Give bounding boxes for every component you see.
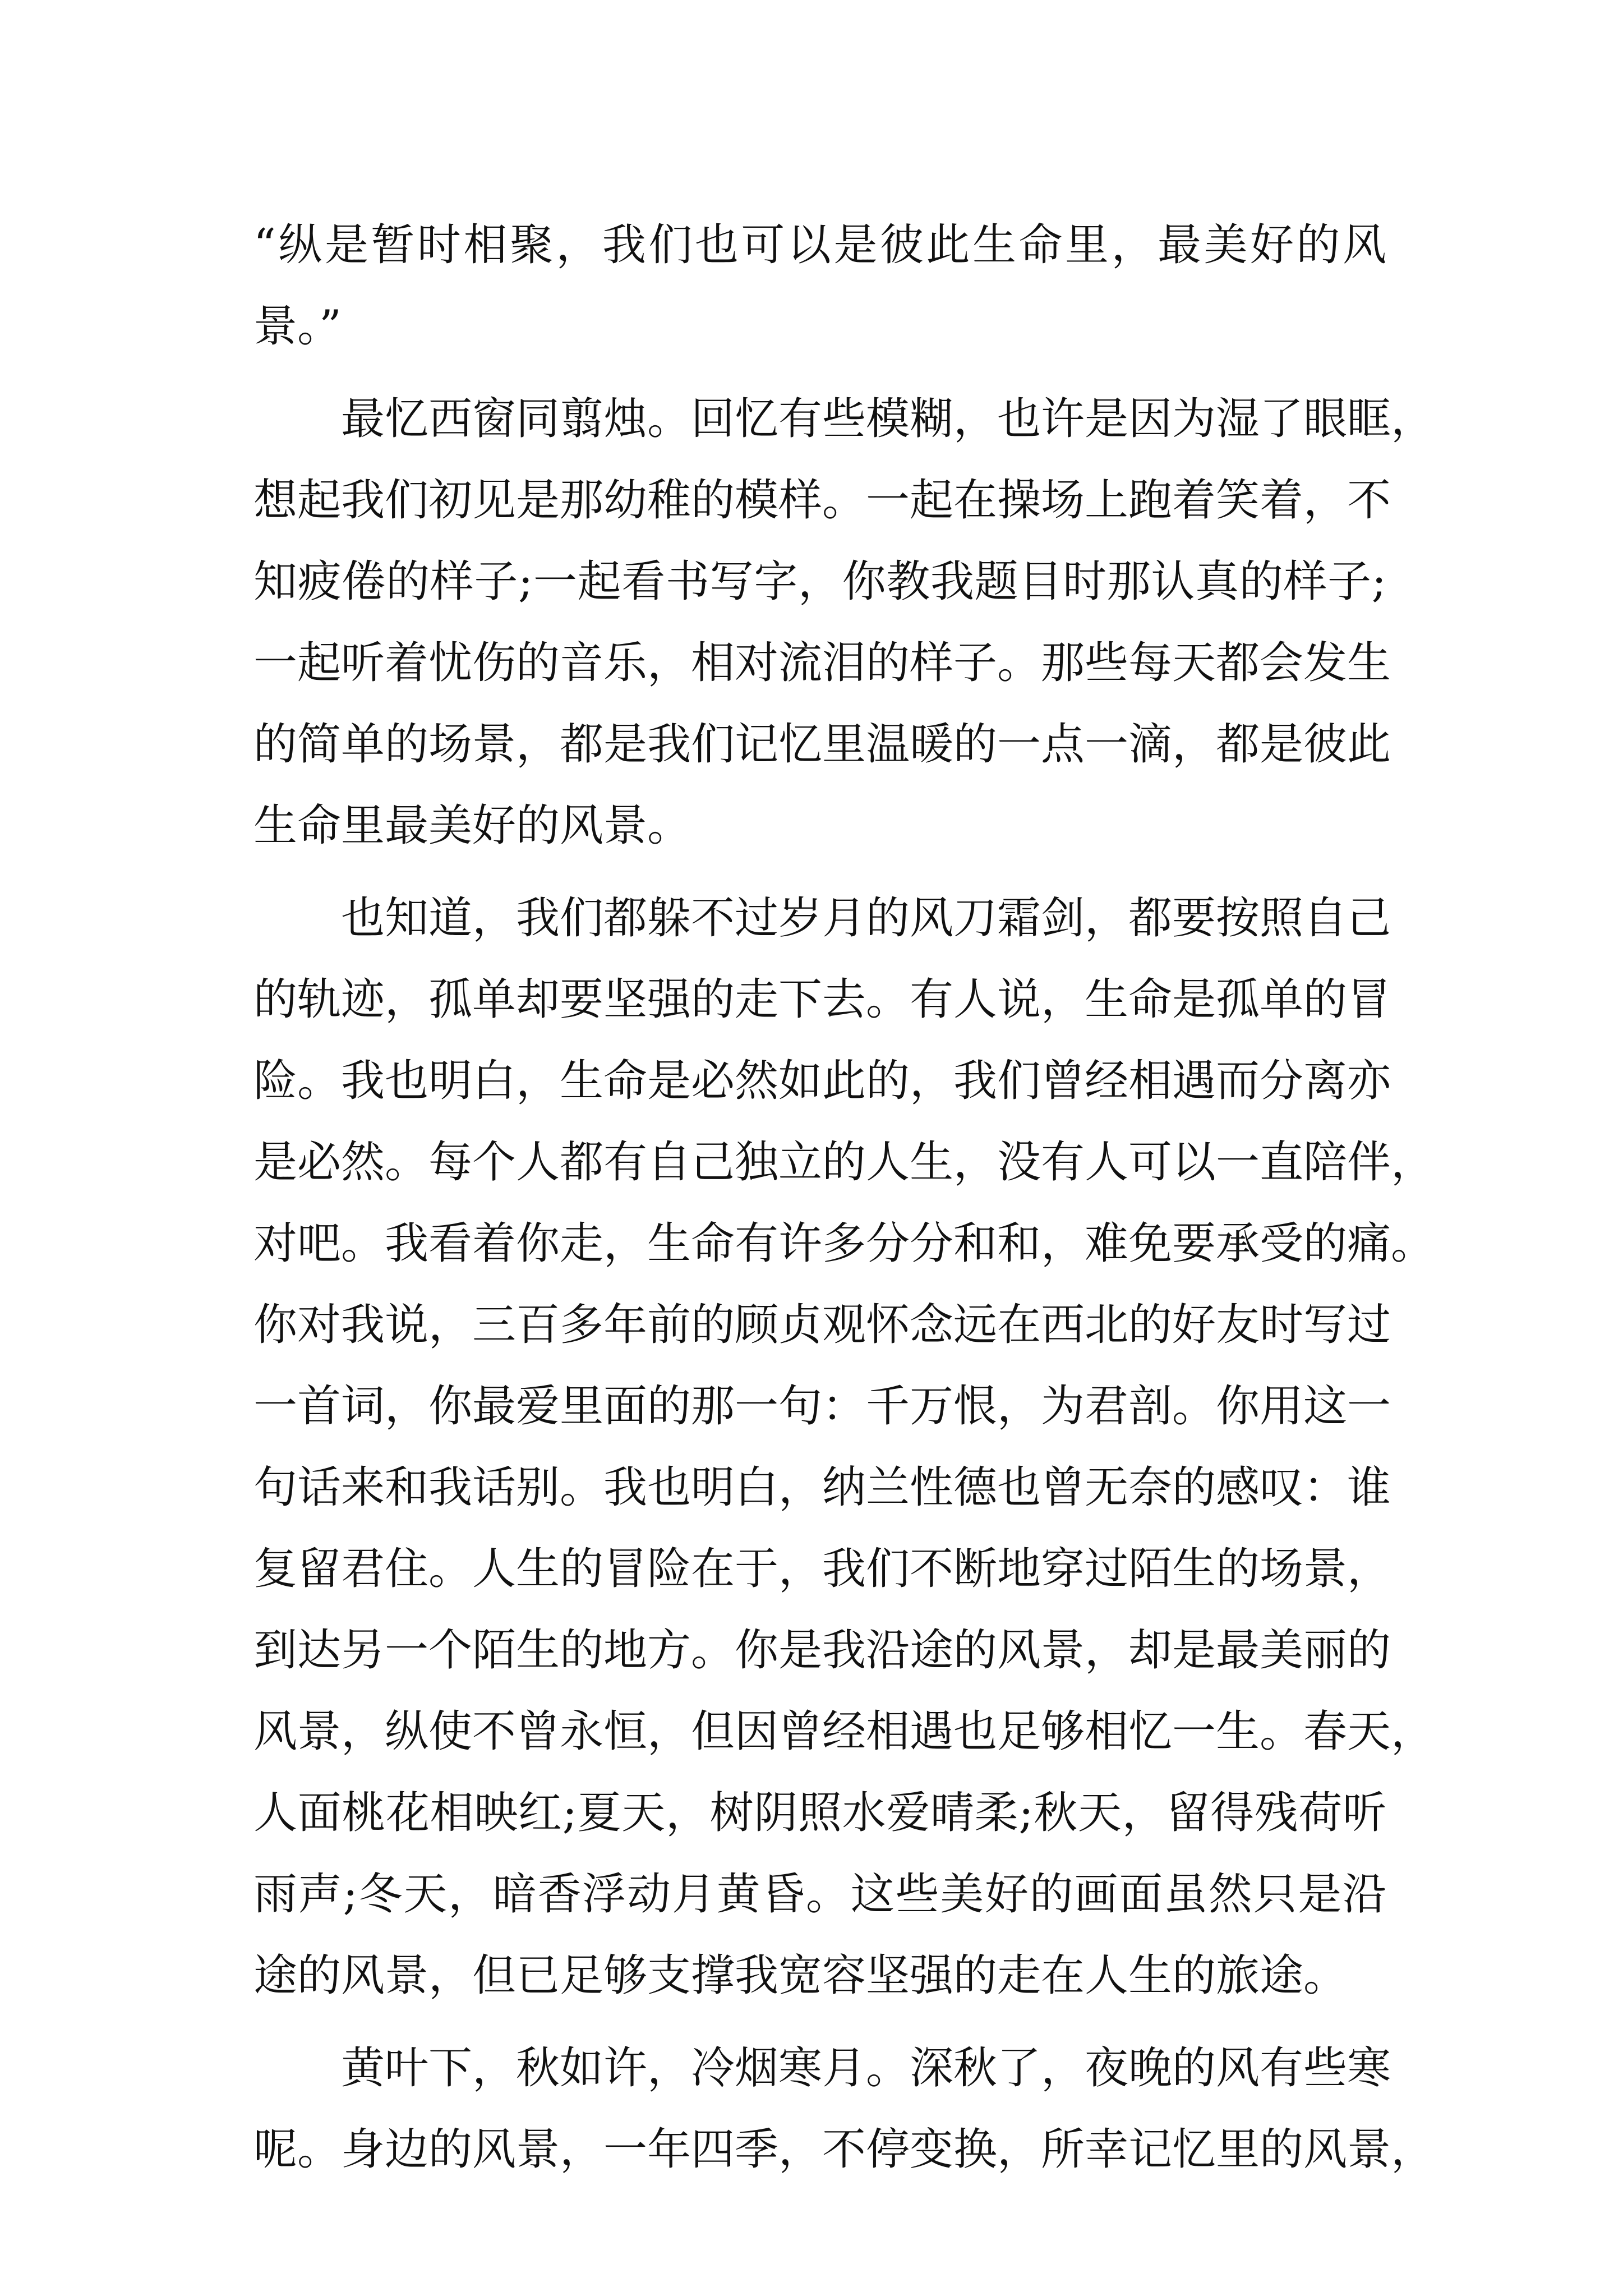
body-text xyxy=(253,205,1435,2191)
text-line: 生命里最美好的风景。 xyxy=(253,800,691,851)
text-line: 对吧。我看着你走，生命有许多分分和和，难免要承受的痛。 xyxy=(253,1218,1435,1269)
text-line: 一首词，你最爱里面的那一句：千万恨，为君剖。你用这一 xyxy=(253,1381,1391,1432)
text-line: 复留君住。人生的冒险在于，我们不断地穿过陌生的场景， xyxy=(253,1544,1391,1594)
text-line: 一起听着忧伤的音乐，相对流泪的样子。那些每天都会发生 xyxy=(253,638,1391,688)
text-line: 雨声;冬天，暗香浮动月黄昏。这些美好的画面虽然只是沿 xyxy=(253,1869,1386,1920)
text-line: 句话来和我话别。我也明白，纳兰性德也曾无奈的感叹：谁 xyxy=(253,1462,1391,1513)
text-line: 人面桃花相映红;夏天，树阴照水爱晴柔;秋天，留得残荷听 xyxy=(253,1788,1386,1838)
text-line: 险。我也明白，生命是必然如此的，我们曾经相遇而分离亦 xyxy=(253,1056,1391,1106)
text-line: 想起我们初见是那幼稚的模样。一起在操场上跑着笑着，不 xyxy=(253,475,1391,526)
text-line: 景。” xyxy=(253,301,342,352)
text-line: 的轨迹，孤单却要坚强的走下去。有人说，生命是孤单的冒 xyxy=(253,974,1391,1025)
text-line: 是必然。每个人都有自己独立的人生，没有人可以一直陪伴， xyxy=(253,1137,1435,1188)
text-line: 到达另一个陌生的地方。你是我沿途的风景，却是最美丽的 xyxy=(253,1625,1391,1676)
text-line: 黄叶下，秋如许，冷烟寒月。深秋了，夜晚的风有些寒 xyxy=(341,2043,1391,2093)
paragraph-gap xyxy=(253,867,1386,878)
text-line: “纵是暂时相聚，我们也可以是彼此生命里，最美好的风 xyxy=(253,220,1386,270)
text-line: 知疲倦的样子;一起看书写字，你教我题目时那认真的样子; xyxy=(253,556,1386,607)
text-line: 呢。身边的风景，一年四季，不停变换，所幸记忆里的风景， xyxy=(253,2124,1435,2175)
text-line: 的简单的场景，都是我们记忆里温暖的一点一滴，都是彼此 xyxy=(253,719,1391,770)
text-line: 风景，纵使不曾永恒，但因曾经相遇也足够相忆一生。春天， xyxy=(253,1706,1435,1757)
text-line: 途的风景，但已足够支撑我宽容坚强的走在人生的旅途。 xyxy=(253,1950,1348,2001)
paragraph-gap xyxy=(253,2017,1386,2028)
text-line: 你对我说，三百多年前的顾贞观怀念远在西北的好友时写过 xyxy=(253,1300,1391,1350)
text-line: 也知道，我们都躲不过岁月的风刀霜剑，都要按照自己 xyxy=(341,893,1391,944)
paragraph-gap xyxy=(253,367,1386,379)
text-line: 最忆西窗同翦烛。回忆有些模糊，也许是因为湿了眼眶， xyxy=(341,394,1435,444)
